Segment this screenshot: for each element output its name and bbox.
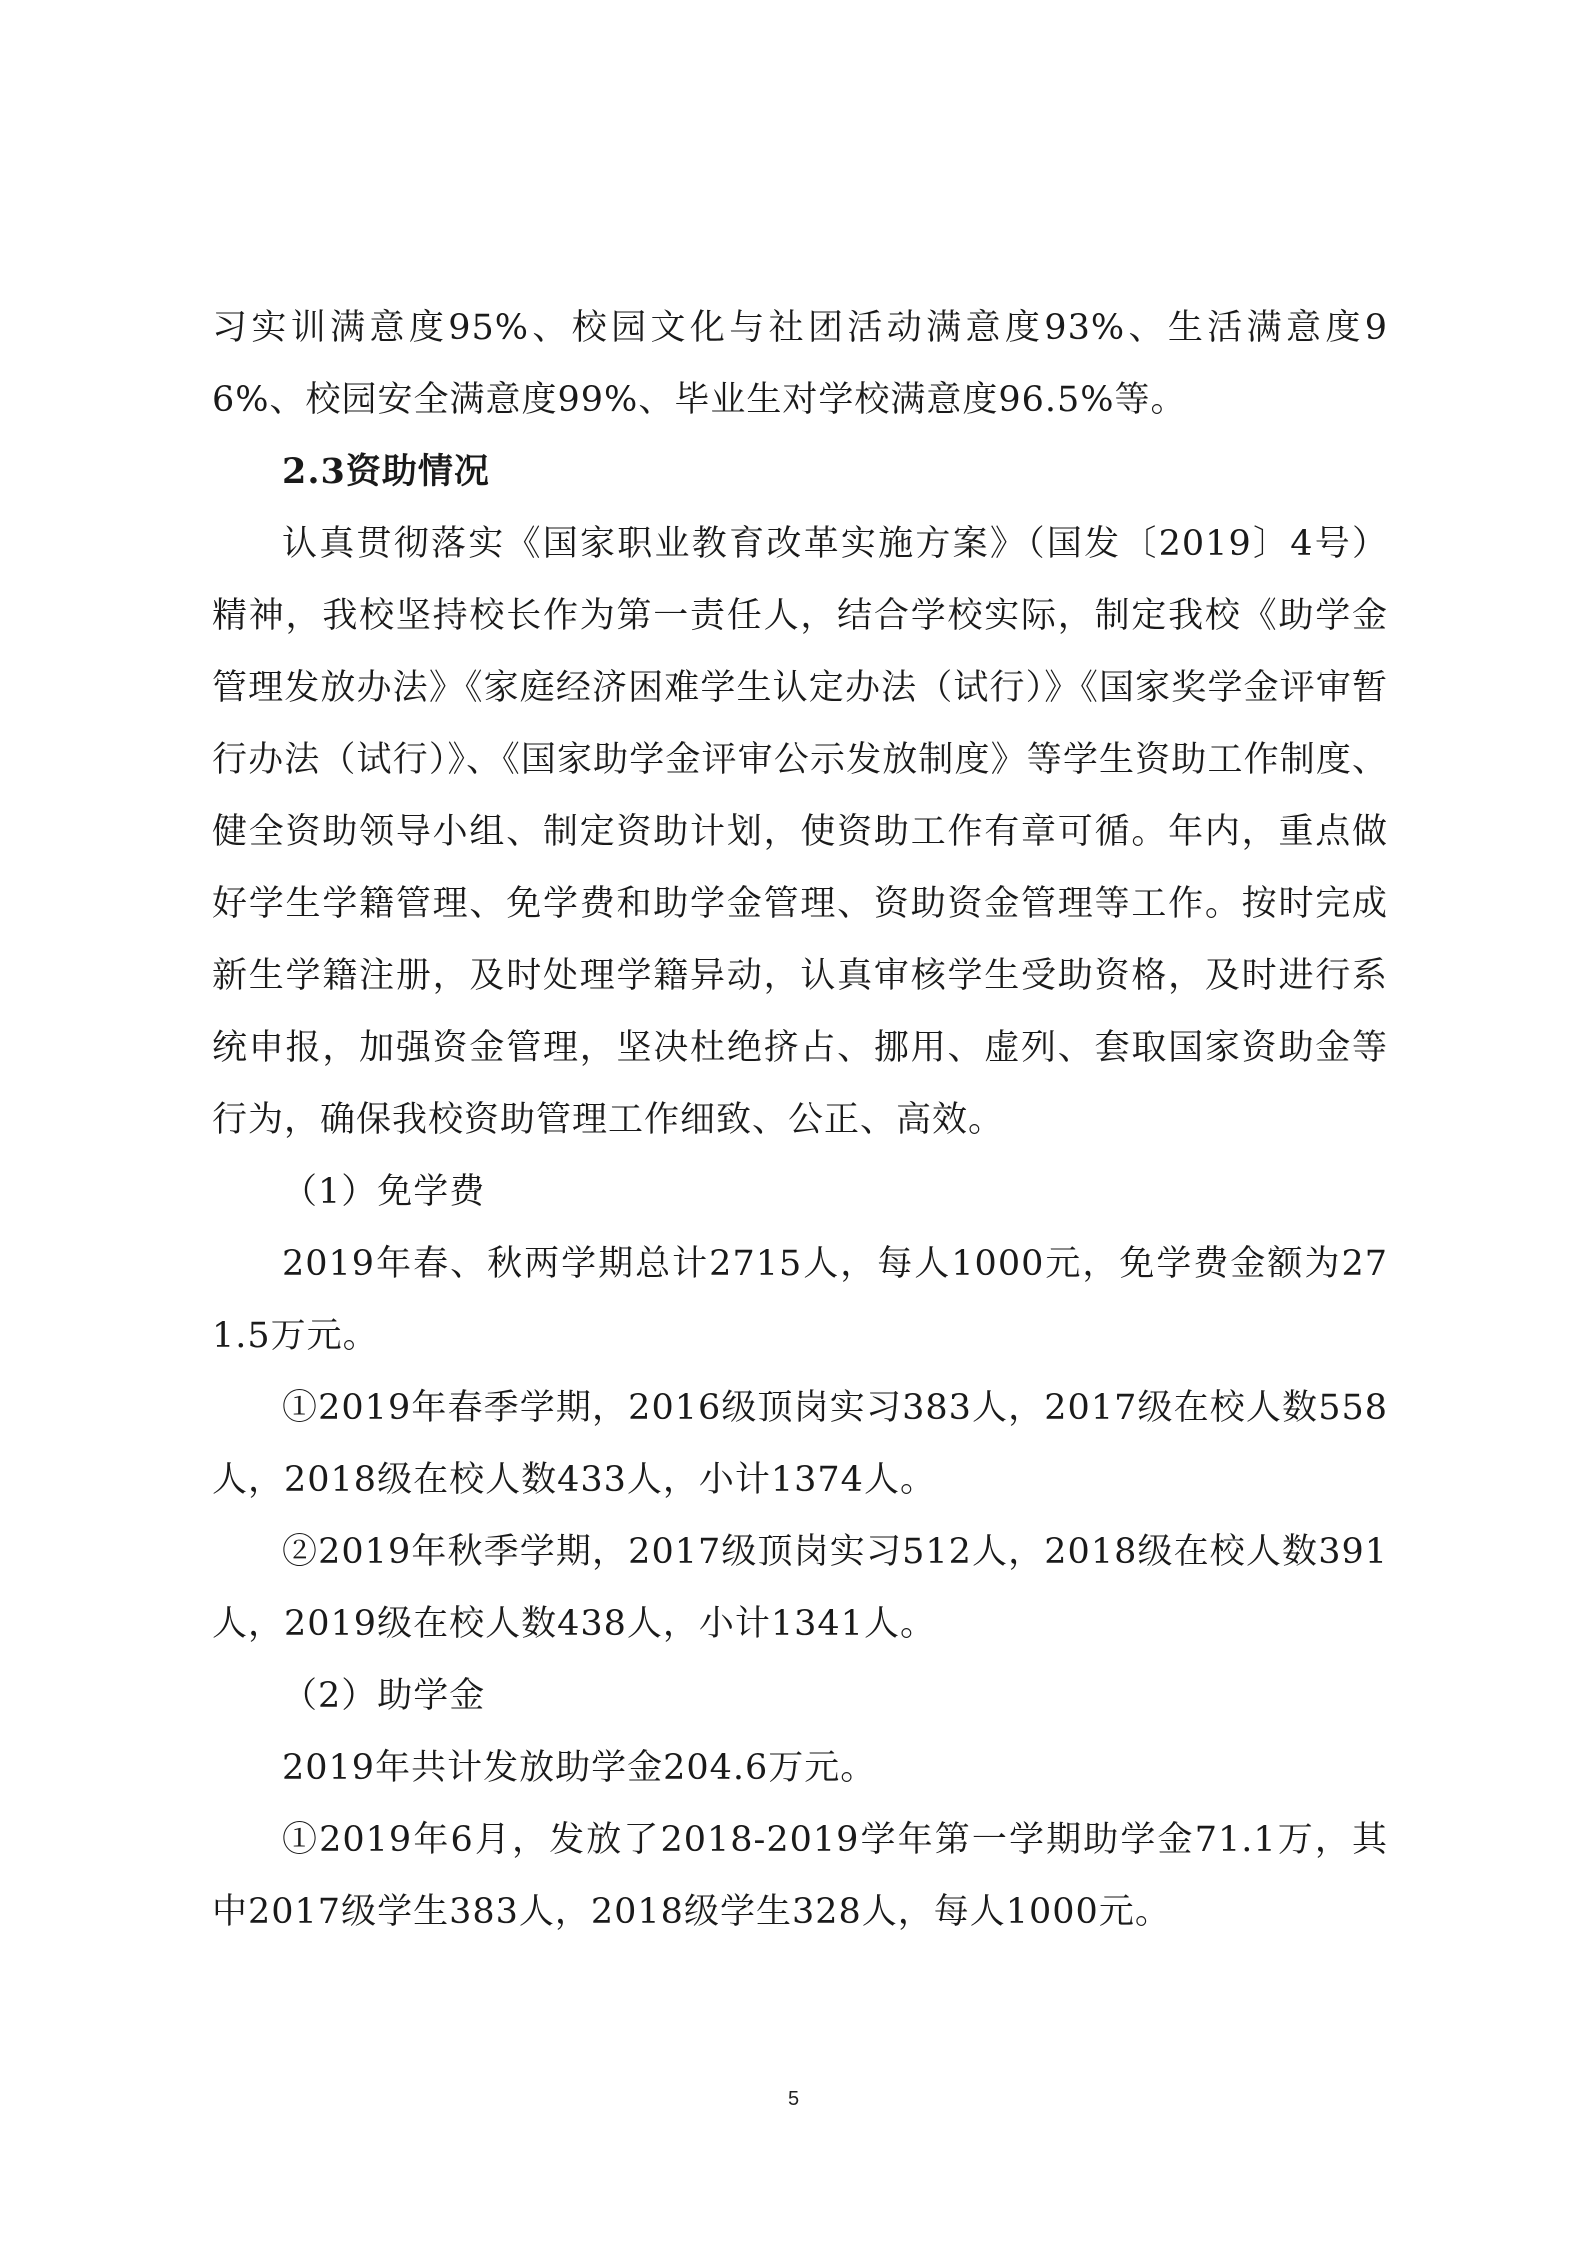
page-number: 5 [787, 2088, 800, 2110]
paragraph-grant-total: 2019年共计发放助学金204.6万元。 [282, 1748, 877, 1788]
paragraph-spring-semester: ①2019年春季学期，2016级顶岗实习383人，2017级在校人数558人，2018级在校人数433人，小计1374人。 [212, 1388, 1388, 1500]
paragraph-satisfaction-continued: 习实训满意度95%、校园文化与社团活动满意度93%、生活满意度96%、校园安全满意度99%、毕业生对学校满意度96.5%等。 [212, 308, 1388, 420]
paragraph-tuition-total: 2019年春、秋两学期总计2715人，每人1000元，免学费金额为271.5万元。 [212, 1244, 1388, 1356]
paragraph-funding-policy: 认真贯彻落实《国家职业教育改革实施方案》（国发〔2019〕4号）精神，我校坚持校长作为第一责任人，结合学校实际，制定我校《助学金管理发放办法》《家庭经济困难学生认定办法（试行）》《国家奖学金评审暂行办法（试行）》、《国家助学金评审公示发放制度》等学生资助工作制度、健全资助领导小组、制定资助计划，使资助工作有章可循。年内，重点做好学生学籍管理、免学费和助学金管理、资助资金管理等工作。按时完成新生学籍注册，及时处理学籍异动，认真审核学生受助资格，及时进行系统申报，加强资金管理，坚决杜绝挤占、挪用、虚列、套取国家资助金等行为，确保我校资助管理工作细致、公正、高效。 [212, 524, 1388, 1140]
paragraph-grant-june: ①2019年6月，发放了2018-2019学年第一学期助学金71.1万，其中2017级学生383人，2018级学生328人，每人1000元。 [212, 1820, 1388, 1932]
paragraph-autumn-semester: ②2019年秋季学期，2017级顶岗实习512人，2018级在校人数391人，2019级在校人数438人，小计1341人。 [212, 1532, 1388, 1644]
section-heading-funding: 2.3资助情况 [282, 451, 490, 492]
document-body [212, 292, 1388, 1948]
subheading-grant: （2）助学金 [282, 1676, 486, 1716]
subheading-tuition-exemption: （1）免学费 [282, 1172, 486, 1212]
